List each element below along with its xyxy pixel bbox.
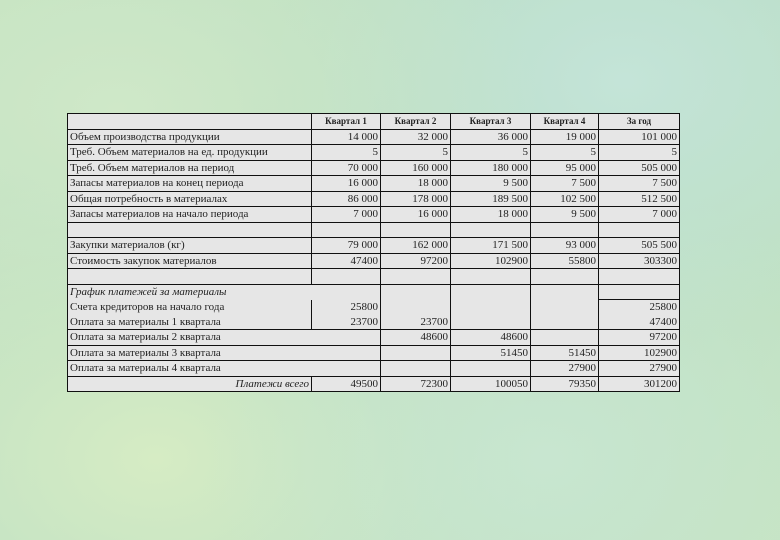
cell-value: 86 000 (312, 191, 381, 207)
cell-value: 9 500 (531, 207, 599, 223)
cell-value (381, 222, 451, 238)
cell-value (531, 315, 599, 330)
row-label: Оплата за материалы 3 квартала (68, 345, 312, 361)
cell-value: 19 000 (531, 129, 599, 145)
cell-value: 101 000 (599, 129, 680, 145)
row-label: Объем производства продукции (68, 129, 312, 145)
cell-value (599, 269, 680, 285)
cell-value: 16 000 (381, 207, 451, 223)
cell-value: 102900 (599, 345, 680, 361)
cell-value (531, 300, 599, 315)
cell-value: 180 000 (451, 160, 531, 176)
column-header: Квартал 3 (451, 114, 531, 130)
cell-value: 505 000 (599, 160, 680, 176)
row-label: Оплата за материалы 1 квартала (68, 315, 312, 330)
row-label: Запасы материалов на конец периода (68, 176, 312, 192)
table-row (68, 176, 680, 192)
table-row (68, 269, 680, 285)
cell-value: 301200 (599, 376, 680, 392)
cell-value: 18 000 (381, 176, 451, 192)
cell-value: 189 500 (451, 191, 531, 207)
cell-value (381, 345, 451, 361)
table-row (68, 160, 680, 176)
column-header (68, 114, 312, 130)
cell-value: 162 000 (381, 238, 451, 254)
cell-value: 7 500 (531, 176, 599, 192)
cell-value: 18 000 (451, 207, 531, 223)
cell-value: 51450 (451, 345, 531, 361)
cell-value: 27900 (599, 361, 680, 377)
cell-value: 27900 (531, 361, 599, 377)
cell-value: 505 500 (599, 238, 680, 254)
cell-value: 512 500 (599, 191, 680, 207)
cell-value: 95 000 (531, 160, 599, 176)
table-row (68, 129, 680, 145)
cell-value: 93 000 (531, 238, 599, 254)
row-label: Оплата за материалы 2 квартала (68, 330, 312, 346)
table-row (68, 361, 680, 377)
column-header: Квартал 2 (381, 114, 451, 130)
cell-value (451, 284, 531, 300)
cell-value: 5 (531, 145, 599, 161)
cell-value (312, 345, 381, 361)
cell-value: 5 (381, 145, 451, 161)
cell-value: 55800 (531, 253, 599, 269)
cell-value: 97200 (381, 253, 451, 269)
cell-value: 7 500 (599, 176, 680, 192)
table-header-row (68, 114, 680, 130)
table-row (68, 145, 680, 161)
table-row (68, 284, 680, 300)
cell-value: 49500 (312, 376, 381, 392)
cell-value: 303300 (599, 253, 680, 269)
cell-value: 72300 (381, 376, 451, 392)
cell-value (381, 361, 451, 377)
row-label: Платежи всего (68, 376, 312, 392)
cell-value (451, 361, 531, 377)
cell-value: 7 000 (599, 207, 680, 223)
cell-value (312, 269, 381, 285)
table-row (68, 238, 680, 254)
cell-value (599, 222, 680, 238)
cell-value: 25800 (312, 300, 381, 315)
cell-value: 9 500 (451, 176, 531, 192)
cell-value: 70 000 (312, 160, 381, 176)
row-label: Оплата за материалы 4 квартала (68, 361, 312, 377)
column-header: За год (599, 114, 680, 130)
cell-value (531, 284, 599, 300)
row-label: Закупки материалов (кг) (68, 238, 312, 254)
table-row (68, 207, 680, 223)
table-row (68, 300, 680, 315)
table-row (68, 222, 680, 238)
cell-value (451, 269, 531, 285)
cell-value: 171 500 (451, 238, 531, 254)
cell-value (381, 269, 451, 285)
row-label (68, 222, 312, 238)
cell-value: 23700 (381, 315, 451, 330)
cell-value (312, 330, 381, 346)
column-header: Квартал 1 (312, 114, 381, 130)
table-row (68, 191, 680, 207)
row-label: Треб. Объем материалов на ед. продукции (68, 145, 312, 161)
cell-value (451, 300, 531, 315)
row-label (68, 269, 312, 285)
cell-value (531, 222, 599, 238)
cell-value: 32 000 (381, 129, 451, 145)
cell-value: 97200 (599, 330, 680, 346)
material-purchases-table (67, 113, 680, 392)
cell-value: 23700 (312, 315, 381, 330)
row-label: Счета кредиторов на начало года (68, 300, 312, 315)
row-label: Запасы материалов на начало периода (68, 207, 312, 223)
row-label: Треб. Объем материалов на период (68, 160, 312, 176)
cell-value: 178 000 (381, 191, 451, 207)
table-row (68, 345, 680, 361)
cell-value (312, 284, 381, 300)
cell-value (531, 269, 599, 285)
cell-value (312, 222, 381, 238)
table-row (68, 330, 680, 346)
cell-value: 16 000 (312, 176, 381, 192)
cell-value: 102900 (451, 253, 531, 269)
cell-value: 79350 (531, 376, 599, 392)
cell-value: 48600 (451, 330, 531, 346)
table-row (68, 315, 680, 330)
cell-value: 102 500 (531, 191, 599, 207)
cell-value (451, 315, 531, 330)
cell-value: 51450 (531, 345, 599, 361)
cell-value (381, 284, 451, 300)
cell-value: 100050 (451, 376, 531, 392)
cell-value: 5 (312, 145, 381, 161)
cell-value (599, 284, 680, 300)
cell-value (531, 330, 599, 346)
table-row (68, 376, 680, 392)
cell-value: 36 000 (451, 129, 531, 145)
cell-value: 25800 (599, 300, 680, 315)
cell-value (451, 222, 531, 238)
cell-value: 14 000 (312, 129, 381, 145)
cell-value: 79 000 (312, 238, 381, 254)
cell-value (381, 300, 451, 315)
cell-value: 48600 (381, 330, 451, 346)
cell-value: 47400 (312, 253, 381, 269)
row-label: Стоимость закупок материалов (68, 253, 312, 269)
cell-value: 5 (451, 145, 531, 161)
cell-value: 7 000 (312, 207, 381, 223)
row-label: Общая потребность в материалах (68, 191, 312, 207)
cell-value: 5 (599, 145, 680, 161)
cell-value: 47400 (599, 315, 680, 330)
column-header: Квартал 4 (531, 114, 599, 130)
row-label: График платежей за материалы (68, 284, 312, 300)
cell-value: 160 000 (381, 160, 451, 176)
table-row (68, 253, 680, 269)
cell-value (312, 361, 381, 377)
